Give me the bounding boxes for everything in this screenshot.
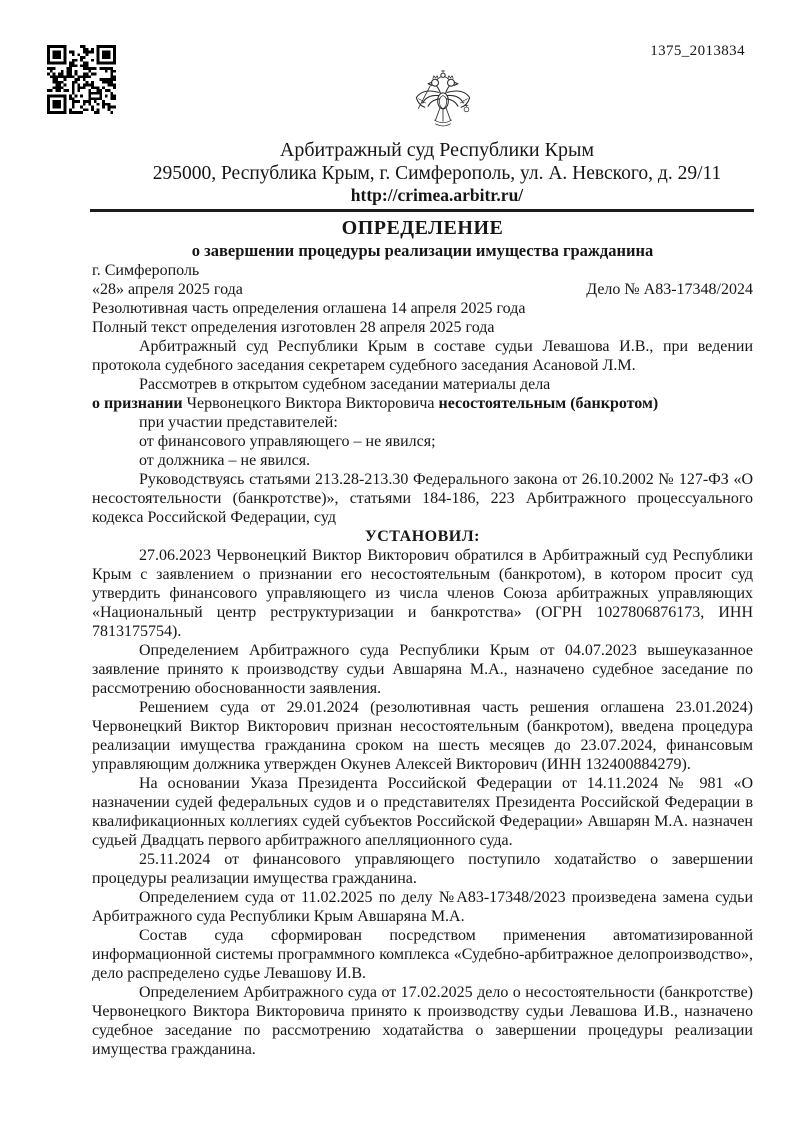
city-line: г. Симферополь: [92, 262, 200, 279]
court-address: 295000, Республика Крым, г. Симферополь, ул. А. Невского, д. 29/11: [152, 163, 722, 184]
case-number: Дело № А83-17348/2024: [586, 281, 753, 298]
document-body: [92, 214, 753, 1059]
header-separator-rule: [90, 209, 754, 212]
attendee-manager-line: от финансового управляющего – не явился;: [139, 433, 436, 450]
court-composition-paragraph: Арбитражный суд Республики Крым в составе судьи Левашова И.В., при ведении протокола судебного заседания секретарем судебного заседания Асановой Л.М.: [92, 338, 753, 374]
court-website: http://crimea.arbitr.ru/: [350, 185, 524, 205]
considered-line: Рассмотрев в открытом судебном заседании материалы дела: [139, 376, 551, 393]
established-paragraph-6: Определением суда от 11.02.2025 по делу №А83-17348/2023 произведена замена судьи Арбитражного суда Республики Крым Авшаряна М.А.: [92, 889, 753, 925]
attendee-debtor-line: от должника – не явился.: [139, 452, 311, 469]
russia-coat-of-arms-icon: [411, 68, 475, 138]
document-subtitle: о завершении процедуры реализации имущества гражданина: [191, 241, 654, 260]
resolution-announced-line: Резолютивная часть определения оглашена 14 апреля 2025 года: [92, 300, 526, 317]
established-paragraph-5: 25.11.2024 от финансового управляющего поступило ходатайство о завершении процедуры реализации имущества гражданина.: [92, 851, 753, 887]
established-paragraph-8: Определением Арбитражного суда от 17.02.2025 дело о несостоятельности (банкротстве) Червонецкого Виктора Викторовича принято к производству судьи Левашова И.В., назначено судебное заседание по рассмотрению ходатайства о завершении процедуры реализации имущества гражданина.: [92, 984, 753, 1058]
qr-code-icon: [47, 44, 116, 115]
established-paragraph-1: 27.06.2023 Червонецкий Виктор Викторович обратился в Арбитражный суд Республики Крым с заявлением о признании его несостоятельным (банкротом), в котором просит суд утвердить финансового управляющего из числа членов Союза арбитражных управляющих «Национальный центр реструктуризации и банкротства» (ОГРН 1027806876173, ИНН 7813175754).: [92, 547, 753, 640]
recognition-line: [92, 394, 753, 413]
date-case-row: [92, 280, 753, 299]
established-paragraph-7: Состав суда сформирован посредством применения автоматизированной информационной системы программного комплекса «Судебно-арбитражное делопроизводство», дело распределено судье Левашову И.В.: [92, 927, 753, 982]
court-name: Арбитражный суд Республики Крым: [279, 139, 595, 161]
document-number: 1375_2013834: [650, 43, 745, 59]
full-text-made-line: Полный текст определения изготовлен 28 апреля 2025 года: [92, 319, 495, 336]
guided-by-paragraph: Руководствуясь статьями 213.28-213.30 Федерального закона от 26.10.2002 № 127-ФЗ «О несостоятельности (банкротстве)», статьями 184-186, 223 Арбитражного процессуального кодекса Российской Федерации, суд: [92, 471, 753, 526]
document-title: ОПРЕДЕЛЕНИЕ: [341, 217, 504, 239]
established-paragraph-4: На основании Указа Президента Российской Федерации от 14.11.2024 № 981 «О назначении судей федеральных судов и о представителях Президента Российской Федерации в квалификационных коллегиях судей субъектов Российской Федерации» Авшарян М.А. назначен судьей Двадцать первого арбитражного апелляционного суда.: [92, 775, 753, 849]
attendees-heading-line: при участии представителей:: [139, 414, 338, 431]
established-paragraph-3: Решением суда от 29.01.2024 (резолютивная часть решения оглашена 23.01.2024) Червонецкий Виктор Викторович признан несостоятельным (банкротом), введена процедура реализации имущества гражданина сроком на шесть месяцев до 23.07.2024, финансовым управляющим должника утвержден Окунев Алексей Викторович (ИНН 132400884279).: [92, 699, 753, 773]
established-heading: УСТАНОВИЛ:: [365, 528, 480, 545]
debtor-name: Червонецкого Виктора Викторовича: [186, 395, 439, 412]
date-line: «28» апреля 2025 года: [92, 281, 243, 298]
recognition-prefix: о признании: [92, 395, 187, 412]
established-paragraph-2: Определением Арбитражного суда Республики Крым от 04.07.2023 вышеуказанное заявление принято к производству судьи Авшаряна М.А., назначено судебное заседание по рассмотрению обоснованности заявления.: [92, 642, 753, 697]
recognition-suffix: несостоятельным (банкротом): [438, 395, 659, 412]
